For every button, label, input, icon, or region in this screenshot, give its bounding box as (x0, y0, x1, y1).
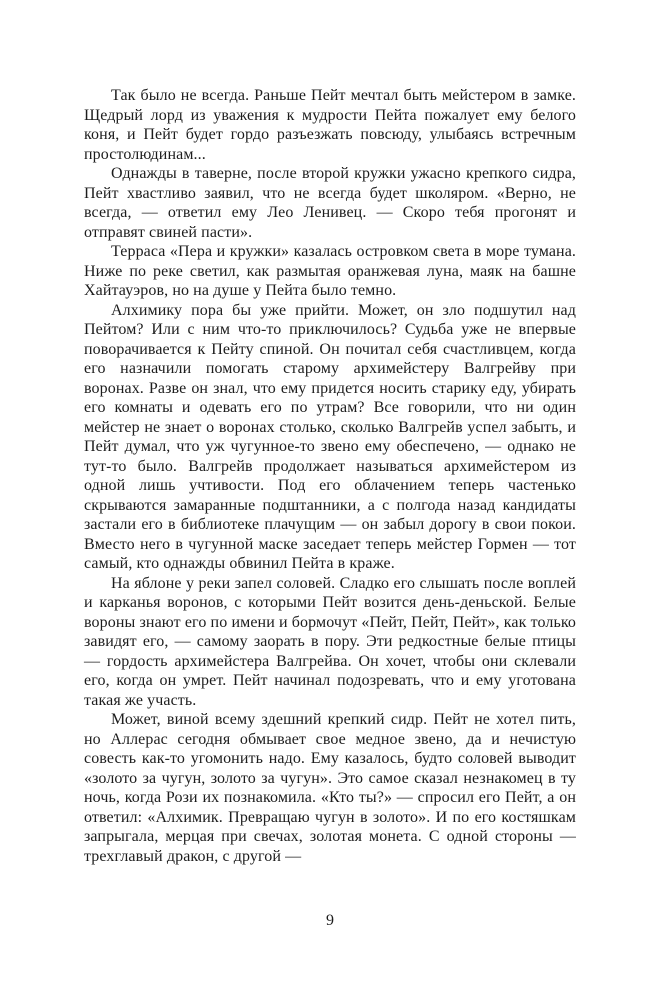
paragraph: Терраса «Пера и кружки» казалась островком света в море тумана. Ниже по реке светил, как размытая оранжевая луна, маяк на башне Хайтауэров, но на душе у Пейта было темно. (84, 243, 576, 299)
paragraph: Может, виной всему здешний крепкий сидр. Пейт не хотел пить, но Аллерас сегодня обмывает свое медное звено, да и нечистую совесть как-то угомонить надо. Ему казалось, будто соловей выводит «золото за чугун, золото за чугун». Это самое сказал незнакомец в ту ночь, когда Рози их познакомила. «Кто ты?» — спросил его Пейт, а он ответил: «Алхимик. Превращаю чугун в золото». И по его костяшкам запрыгала, мерцая при свечах, золотая монета. С одной стороны — трехглавый дракон, с другой — (84, 711, 576, 865)
page-text (84, 86, 576, 866)
page-number: 9 (326, 912, 334, 929)
paragraph: Так было не всегда. Раньше Пейт мечтал быть мейстером в замке. Щедрый лорд из уважения к мудрости Пейта пожалует ему белого коня, и Пейт будет гордо разъезжать повсюду, улыбаясь встречным простолюдинам... (84, 87, 576, 163)
paragraph: Алхимику пора бы уже прийти. Может, он зло подшутил над Пейтом? Или с ним что-то приключилось? Судьба уже не впервые поворачивается к Пейту спиной. Он почитал себя счастливцем, когда его назначили помогать старому архимейстеру Валгрейву при воронах. Разве он знал, что ему придется носить старику еду, убирать его комнаты и одевать его по утрам? Все говорили, что ни один мейстер не знает о воронах столько, сколько Валгрейв успел забыть, и Пейт думал, что уж чугунное-то звено ему обеспечено, — однако не тут-то было. Валгрейв продолжает называться архимейстером из одной лишь учтивости. Под его облачением теперь частенько скрываются замаранные подштанники, а с полгода назад кандидаты застали его в библиотеке плачущим — он забыл дорогу в свои покои. Вместо него в чугунной маске заседает теперь мейстер Гормен — тот самый, кто однажды обвинил Пейта в краже. (84, 301, 576, 572)
paragraph: Однажды в таверне, после второй кружки ужасно крепкого сидра, Пейт хвастливо заявил, что не всегда будет школяром. «Верно, не всегда, — ответил ему Лео Ленивец. — Скоро тебя прогонят и отправят свиней пасти». (84, 165, 576, 241)
paragraph: На яблоне у реки запел соловей. Сладко его слышать после воплей и карканья воронов, с которыми Пейт возится день-деньской. Белые вороны знают его по имени и бормочут «Пейт, Пейт, Пейт», как только завидят его, — самому заорать в пору. Эти редкостные белые птицы — гордость архимейстера Валгрейва. Он хочет, чтобы они склевали его, когда он умрет. Пейт начинал подозревать, что и ему уготована такая же участь. (84, 574, 576, 709)
